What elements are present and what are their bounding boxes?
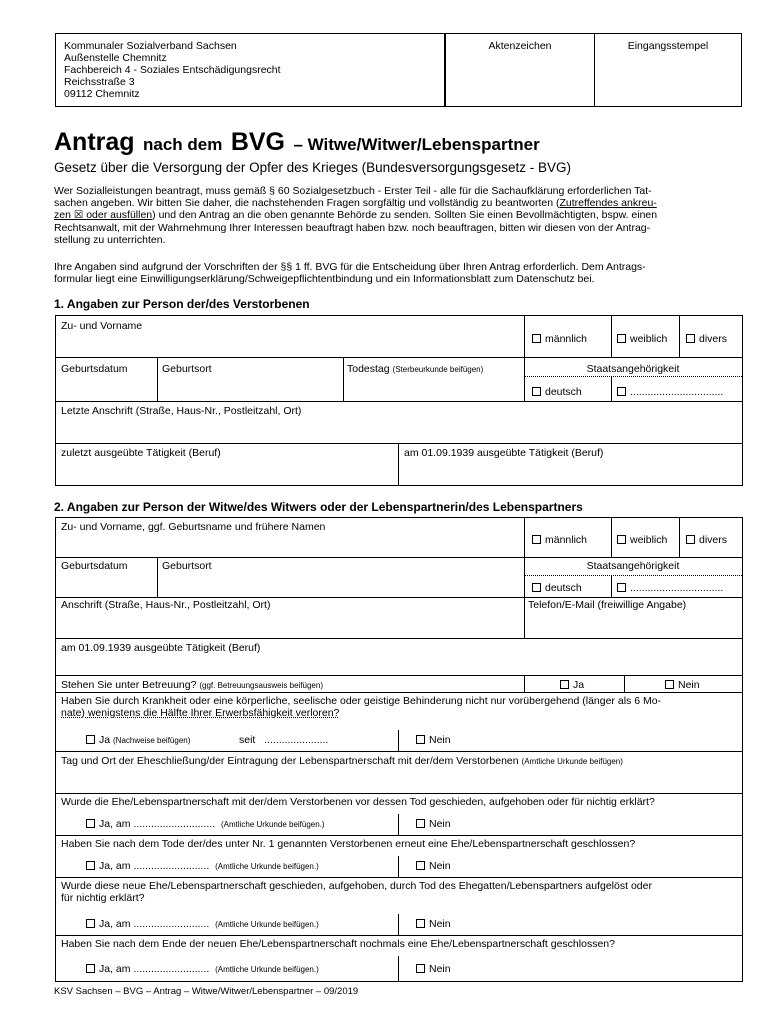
gender-male-checkbox[interactable] <box>532 534 587 546</box>
checkbox-icon[interactable] <box>86 819 95 828</box>
checkbox-label: männlich <box>545 534 588 546</box>
intro-line: stellung zu unterrichten. <box>54 233 166 246</box>
section1-table <box>55 315 743 486</box>
divider <box>611 376 612 401</box>
intro-paragraph-2 <box>54 261 744 285</box>
erneut-ja-checkbox[interactable] <box>86 860 319 873</box>
divider <box>56 835 742 836</box>
intro-underlined: oder ausfüllen <box>86 209 153 222</box>
checkbox-icon[interactable] <box>532 387 541 396</box>
checkbox-icon[interactable] <box>416 919 425 928</box>
betreuung-ja-checkbox[interactable] <box>560 679 584 691</box>
name-label: Zu- und Vorname <box>61 320 143 332</box>
checkbox-icon[interactable] <box>416 819 425 828</box>
neue-ehe-ja-checkbox[interactable] <box>86 918 319 931</box>
urkunde-note: (Amtliche Urkunde beifügen.) <box>215 862 319 871</box>
dotted-divider <box>524 575 742 576</box>
checkbox-icon[interactable] <box>560 680 569 689</box>
checkbox-icon[interactable] <box>532 334 541 343</box>
checkbox-icon[interactable] <box>665 680 674 689</box>
title-antrag: Antrag <box>54 128 135 156</box>
divider <box>624 675 625 692</box>
checkbox-icon[interactable] <box>617 334 626 343</box>
checked-box-icon: ☒ <box>70 209 87 222</box>
eingangsstempel-box <box>594 33 742 107</box>
checkbox-icon[interactable] <box>617 387 626 396</box>
birthdate-label: Geburtsdatum <box>61 560 128 572</box>
last-address-label: Letzte Anschrift (Straße, Haus-Nr., Postleitzahl, Ort) <box>61 405 302 417</box>
eheschliessung-label <box>61 755 623 768</box>
address-line: 09112 Chemnitz <box>64 88 140 100</box>
betreuung-question <box>61 679 323 692</box>
divider <box>398 956 399 981</box>
divider <box>398 730 399 751</box>
seit-dots[interactable]: ...................... <box>264 734 329 746</box>
gender-female-checkbox[interactable] <box>617 534 667 546</box>
phone-email-label: Telefon/E-Mail (freiwillige Angabe) <box>528 599 687 611</box>
checkbox-icon[interactable] <box>532 583 541 592</box>
checkbox-icon[interactable] <box>686 535 695 544</box>
address-line: Außenstelle Chemnitz <box>64 52 167 64</box>
section2-heading: 2. Angaben zur Person der Witwe/des Witwers oder der Lebenspartnerin/des Lebenspartners <box>54 500 583 514</box>
intro-paragraph-1 <box>54 185 744 246</box>
address-label: Anschrift (Straße, Haus-Nr., Postleitzahl, Ort) <box>61 599 271 611</box>
seit-label: seit <box>239 734 256 746</box>
intro-text: ) und den Antrag an die oben genannte Behörde zu senden. Sollten Sie einen Bevollmächtigten, bspw. einen <box>152 209 658 222</box>
divider <box>679 316 680 357</box>
betreuung-note: (ggf. Betreuungsausweis beifügen) <box>199 681 323 690</box>
address-line: Fachbereich 4 - Soziales Entschädigungsrecht <box>64 64 281 76</box>
checkbox-icon[interactable] <box>617 583 626 592</box>
divider <box>398 814 399 835</box>
betreuung-text: Stehen Sie unter Betreuung? <box>61 679 197 691</box>
nochmals-question: Haben Sie nach dem Ende der neuen Ehe/Lebenspartnerschaft nochmals eine Ehe/Lebenspartnerschaft geschlossen? <box>61 938 615 950</box>
divider <box>611 518 612 557</box>
divider <box>679 518 680 557</box>
page-title <box>54 128 540 157</box>
checkbox-icon[interactable] <box>416 964 425 973</box>
neue-ehe-question-line2: für nichtig erklärt? <box>61 892 145 904</box>
checkbox-label: Ja, am <box>99 860 131 872</box>
checkbox-label: divers <box>699 333 728 345</box>
checkbox-label: männlich <box>545 333 588 345</box>
last-occupation-label: zuletzt ausgeübte Tätigkeit (Beruf) <box>61 447 221 459</box>
urkunde-note: (Amtliche Urkunde beifügen.) <box>215 920 319 929</box>
divider <box>611 575 612 597</box>
death-date-note: (Sterbeurkunde beifügen) <box>392 365 484 374</box>
name-label: Zu- und Vorname, ggf. Geburtsname und frühere Namen <box>61 521 326 533</box>
divider <box>56 751 742 752</box>
neue-ehe-question-line1: Wurde diese neue Ehe/Lebenspartnerschaft geschieden, aufgehoben, durch Tod des Ehegatten/Lebenspartners aufgelöst oder <box>61 880 652 892</box>
title-bvg: BVG <box>230 128 286 156</box>
urkunde-note: (Amtliche Urkunde beifügen.) <box>215 965 319 974</box>
address-box <box>55 33 445 107</box>
checkbox-icon[interactable] <box>617 535 626 544</box>
intro-line: Wer Sozialleistungen beantragt, muss gemäß § 60 Sozialgesetzbuch - Erster Teil - alle für die Sachaufklärung erforderlichen Tat- <box>54 185 652 197</box>
date-dots[interactable]: .......................... <box>133 918 210 930</box>
page-subtitle: Gesetz über die Versorgung der Opfer des Krieges (Bundesversorgungsgesetz - BVG) <box>54 160 572 175</box>
nachweise-note: (Nachweise beifügen) <box>113 736 191 745</box>
date-dots[interactable]: .......................... <box>133 860 210 872</box>
erneut-question: Haben Sie nach dem Tode der/des unter Nr. 1 genannten Verstorbenen erneut eine Ehe/Lebenspartnerschaft geschlossen? <box>61 838 636 850</box>
eheschliessung-text: Tag und Ort der Eheschließung/der Eintragung der Lebenspartnerschaft mit der/dem Verstorbenen <box>61 755 519 767</box>
divider <box>56 557 742 558</box>
gender-diverse-checkbox[interactable] <box>686 333 727 345</box>
checkbox-label: Nein <box>429 818 451 830</box>
gender-male-checkbox[interactable] <box>532 333 587 345</box>
occupation-1939-label: am 01.09.1939 ausgeübte Tätigkeit (Beruf) <box>61 642 261 654</box>
date-dots[interactable]: .......................... <box>133 963 210 975</box>
title-rest: – Witwe/Witwer/Lebenspartner <box>293 135 540 154</box>
address-line: Reichsstraße 3 <box>64 76 135 88</box>
urkunde-note: (Amtliche Urkunde beifügen.) <box>220 820 325 829</box>
seit-field[interactable] <box>239 734 328 746</box>
divider <box>56 597 742 598</box>
divider <box>56 675 742 676</box>
nochmals-ja-checkbox[interactable] <box>86 963 319 976</box>
divider <box>157 557 158 597</box>
divider <box>343 357 344 401</box>
section2-table <box>55 517 743 982</box>
checkbox-icon[interactable] <box>416 861 425 870</box>
title-nach-dem: nach dem <box>143 135 223 154</box>
urkunde-note: (Amtliche Urkunde beifügen) <box>521 757 623 766</box>
checkbox-icon[interactable] <box>532 535 541 544</box>
divider <box>56 357 742 358</box>
divider <box>398 443 399 485</box>
gender-diverse-checkbox[interactable] <box>686 534 727 546</box>
checkbox-label: Ja, am <box>99 963 131 975</box>
checkbox-label: weiblich <box>630 534 668 546</box>
intro-line <box>54 209 744 221</box>
section1-heading: 1. Angaben zur Person der/des Verstorbenen <box>54 297 310 311</box>
divider <box>611 316 612 357</box>
checkbox-label: Nein <box>429 734 451 746</box>
checkbox-label: Nein <box>429 963 451 975</box>
death-date-label <box>347 363 483 376</box>
nationality-other-checkbox[interactable] <box>617 386 723 398</box>
krankheit-question-line1: Haben Sie durch Krankheit oder eine körperliche, seelische oder geistige Behinderung nicht nur vorübergehend (länger als 6 Mo- <box>61 695 662 707</box>
nationality-german-checkbox[interactable] <box>532 582 582 594</box>
checkbox-icon[interactable] <box>86 861 95 870</box>
geschieden-question: Wurde die Ehe/Lebenspartnerschaft mit der/dem Verstorbenen vor dessen Tod geschieden, aufgehoben oder für nichtig erklärt? <box>61 796 655 808</box>
other-nationality-field[interactable]: ................................ <box>630 386 724 398</box>
checkbox-label: Ja, am <box>99 818 131 830</box>
checkbox-icon[interactable] <box>686 334 695 343</box>
nationality-label: Staatsangehörigkeit <box>586 363 680 375</box>
checkbox-icon[interactable] <box>416 735 425 744</box>
divider <box>157 357 158 401</box>
nochmals-nein-checkbox[interactable] <box>416 963 451 975</box>
erneut-nein-checkbox[interactable] <box>416 860 451 872</box>
divider <box>524 316 525 401</box>
divider <box>56 692 742 693</box>
nationality-label: Staatsangehörigkeit <box>586 560 680 572</box>
krankheit-nein-checkbox[interactable] <box>416 734 451 746</box>
aktenzeichen-label: Aktenzeichen <box>488 40 552 52</box>
divider <box>524 675 525 692</box>
checkbox-label: Nein <box>678 679 700 691</box>
intro-underlined: zen <box>54 209 71 222</box>
checkbox-icon[interactable] <box>86 735 95 744</box>
intro-line: formular liegt eine Einwilligungserklärung/Schweigepflichtentbindung und ein Informationsblatt zum Datenschutz bei. <box>54 273 595 286</box>
neue-ehe-nein-checkbox[interactable] <box>416 918 451 930</box>
checkbox-label: Ja, am <box>99 918 131 930</box>
divider <box>56 638 742 639</box>
intro-line <box>54 197 744 209</box>
checkbox-label: Ja <box>573 679 585 691</box>
date-dots[interactable]: ............................ <box>133 818 216 830</box>
aktenzeichen-box[interactable] <box>445 33 595 107</box>
checkbox-label: Nein <box>429 918 451 930</box>
betreuung-nein-checkbox[interactable] <box>665 679 700 691</box>
divider <box>398 914 399 935</box>
intro-underlined: Zutreffendes ankreu- <box>559 197 657 210</box>
intro-line: Ihre Angaben sind aufgrund der Vorschriften der §§ 1 ff. BVG für die Entscheidung über Ihren Antrag erforderlich. Dem Antrags- <box>54 261 646 273</box>
krankheit-ja-checkbox[interactable] <box>86 734 190 747</box>
footer: KSV Sachsen – BVG – Antrag – Witwe/Witwer/Lebenspartner – 09/2019 <box>54 986 359 997</box>
geschieden-ja-checkbox[interactable] <box>86 818 325 831</box>
other-nationality-field[interactable]: ................................ <box>630 582 724 594</box>
death-date-text: Todestag <box>347 363 390 375</box>
birthdate-label: Geburtsdatum <box>61 363 128 375</box>
divider <box>56 401 742 402</box>
divider <box>56 443 742 444</box>
checkbox-label: Ja <box>99 734 111 746</box>
occupation-1939-label: am 01.09.1939 ausgeübte Tätigkeit (Beruf) <box>404 447 604 459</box>
intro-line: Rechtsanwalt, mit der Wahrnehmung Ihrer Interessen beauftragt haben bzw. noch beauftragen, bitten wir diesen von der Antrag- <box>54 221 651 234</box>
divider <box>398 856 399 877</box>
intro-text: sachen angeben. Wir bitten Sie daher, die nachstehenden Fragen sorgfältig und vollständig zu beantworten ( <box>54 197 560 210</box>
nationality-german-checkbox[interactable] <box>532 386 582 398</box>
eingangsstempel-label: Eingangsstempel <box>627 40 709 52</box>
nationality-other-checkbox[interactable] <box>617 582 723 594</box>
divider <box>56 935 742 936</box>
checkbox-label: weiblich <box>630 333 668 345</box>
checkbox-icon[interactable] <box>86 919 95 928</box>
divider <box>56 793 742 794</box>
checkbox-label: divers <box>699 534 728 546</box>
divider <box>56 877 742 878</box>
birthplace-label: Geburtsort <box>162 363 212 375</box>
checkbox-label: deutsch <box>545 386 582 398</box>
birthplace-label: Geburtsort <box>162 560 212 572</box>
geschieden-nein-checkbox[interactable] <box>416 818 451 830</box>
checkbox-label: Nein <box>429 860 451 872</box>
divider <box>524 518 525 638</box>
checkbox-label: deutsch <box>545 582 582 594</box>
gender-female-checkbox[interactable] <box>617 333 667 345</box>
dotted-divider <box>524 376 742 377</box>
krankheit-question-line2: nate) wenigstens die Hälfte Ihrer Erwerbsfähigkeit verloren? <box>61 707 340 719</box>
address-line: Kommunaler Sozialverband Sachsen <box>64 40 237 52</box>
checkbox-icon[interactable] <box>86 964 95 973</box>
